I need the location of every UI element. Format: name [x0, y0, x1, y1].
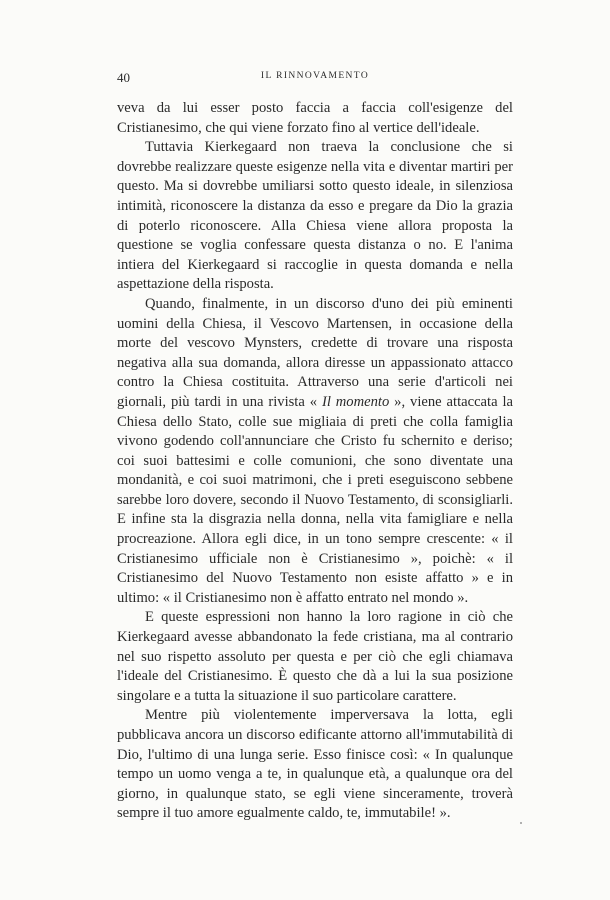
paragraph-3-text-b: », viene attaccata la Chiesa dello Stato, colle sue migliaia di preti che colla famiglia vivono godendo coll'annunciare che Cristo fu schernito e deriso; coi suoi battesimi e colle comunioni, che sono diventate una mondanità, e coi suoi matrimoni, che i preti eseguiscono sebbene sarebbe loro dovere, secondo il Nuovo Testamento, di sconsigliarli. E infine sta la disgrazia nella donna, nella vita famigliare e nella procreazione. Allora egli dice, in un tono sempre crescente: « il Cristianesimo ufficiale non è Cristianesimo », poichè: « il Cristianesimo del Nuovo Testamento non esiste affatto » e in ultimo: « il Cristianesimo non è affatto entrato nel mondo ».: [117, 393, 513, 606]
paragraph-5: Mentre più violentemente imperversava la lotta, egli pubblicava ancora un discorso edificante attorno all'immutabilità di Dio, l'ultimo di una lunga serie. Esso finisce così: « In qualunque tempo un uomo venga a te, in qualunque età, a qualunque ora del giorno, in qualunque stato, se egli viene sinceramente, troverà sempre il tuo amore egualmente caldo, te, immutabile! ».: [117, 707, 513, 822]
paragraph-1: veva da lui esser posto faccia a faccia coll'esigenze del Cristianesimo, che qui viene forzato fino al vertice dell'ideale.: [117, 100, 513, 136]
paragraph-3: [117, 295, 513, 609]
page-number: 40: [117, 70, 130, 85]
body-text: [117, 99, 513, 824]
paragraph-3-text-a: Quando, finalmente, in un discorso d'uno dei più eminenti uomini della Chiesa, il Vescovo Martensen, in occasione della morte del vescovo Mynsters, credette di trovare una risposta negativa alla sua domanda, allora diresse un appassionato attacco contro la Chiesa costituita. Attraverso una serie d'articoli nei giornali, più tardi in una rivista «: [117, 295, 513, 410]
page-header: [117, 70, 513, 86]
journal-title: Il momento: [321, 393, 390, 410]
paragraph-2: Tuttavia Kierkegaard non traeva la conclusione che si dovrebbe realizzare queste esigenze nella vita e diventar martiri per questo. Ma si dovrebbe umiliarsi sotto questo ideale, in silenziosa intimità, riconoscere la distanza da esso e pregare da Dio la grazia di poterlo riconoscere. Alla Chiesa viene allora proposta la questione se voglia confessare questa distanza o no. E l'anima intiera del Kierkegaard si raccoglie in questa domanda e nella aspettazione della risposta.: [117, 139, 513, 293]
paper-speck: [520, 822, 522, 824]
running-head: IL RINNOVAMENTO: [260, 71, 370, 81]
paragraph-4: E queste espressioni non hanno la loro ragione in ciò che Kierkegaard avesse abbandonato la fede cristiana, ma al contrario nel suo rispetto assoluto per questa e per ciò che egli chiamava l'ideale del Cristianesimo. È questo che dà a lui la sua posizione singolare e a tutta la situazione il suo particolare carattere.: [117, 609, 513, 704]
